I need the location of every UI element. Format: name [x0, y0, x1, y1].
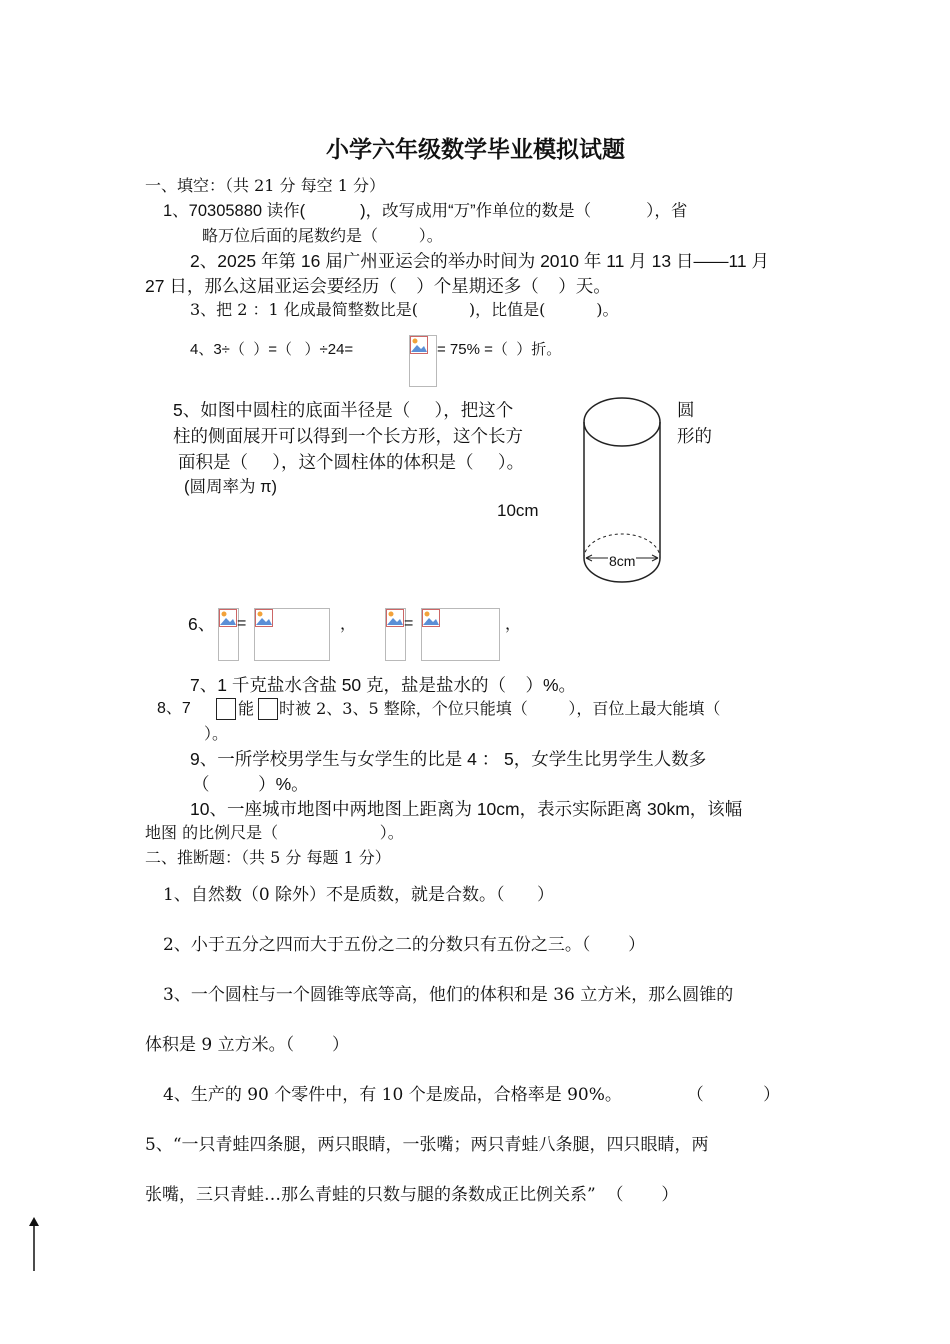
q2-line2: 27 日，那么这届亚运会要经历（ ）个星期还多（ ）天。 — [145, 276, 611, 296]
q9-line2: （ ）%。 — [192, 774, 309, 794]
up-arrow-icon — [27, 1217, 41, 1272]
q6-comma-1: ， — [340, 614, 357, 633]
q4-fraction-image — [409, 335, 437, 387]
q6-equals-1: = — [237, 615, 247, 632]
q8-prefix: 8、7 — [157, 700, 191, 717]
q6-fraction-3 — [385, 608, 406, 661]
q8-digit-box-2 — [258, 698, 278, 720]
q5-right-2: 形的 — [677, 426, 712, 446]
q10-line1: 10、一座城市地图中两地图上距离为 10cm，表示实际距离 30km，该幅 — [190, 799, 743, 819]
cylinder-diameter-label: 8cm — [609, 553, 636, 569]
q7: 7、1 千克盐水含盐 50 克，盐是盐水的（ ）%。 — [190, 675, 577, 695]
s2-q2: 2、小于五分之四而大于五份之二的分数只有五份之三。（ ） — [163, 935, 646, 955]
q1-line1: 1、70305880 读作( )，改写成用“万”作单位的数是（ ），省 — [163, 202, 688, 220]
section-1-heading: 一、填空：（共 21 分 每空 1 分） — [145, 176, 385, 195]
cylinder-height-label: 10cm — [497, 501, 539, 520]
image-placeholder-icon — [386, 609, 404, 627]
q6-fraction-1 — [218, 608, 239, 661]
q8-mid: 能 — [238, 699, 255, 718]
s2-q5-line2: 张嘴，三只青蛙…那么青蛙的只数与腿的条数成正比例关系” （ ） — [145, 1185, 679, 1205]
q4-suffix: = 75% =（ ）折。 — [437, 341, 562, 358]
q10-line2: 地图 的比例尺是（ ）。 — [145, 823, 404, 842]
image-placeholder-icon — [422, 609, 440, 627]
s2-q1: 1、自然数（0 除外）不是质数，就是合数。（ ） — [163, 885, 554, 905]
s2-q3-line1: 3、一个圆柱与一个圆锥等底等高，他们的体积和是 36 立方米，那么圆锥的 — [163, 985, 734, 1005]
image-placeholder-icon — [219, 609, 237, 627]
image-placeholder-icon — [410, 336, 428, 354]
q6-equals-2: = — [404, 615, 414, 632]
q9-line1: 9、一所学校男学生与女学生的比是 4 ： 5，女学生比男学生人数多 — [190, 749, 707, 769]
image-placeholder-icon — [255, 609, 273, 627]
s2-q3-line2: 体积是 9 立方米。（ ） — [145, 1035, 349, 1055]
q4-prefix: 4、3÷（ ）=（ ）÷24= — [190, 341, 354, 358]
q1-line2: 略万位后面的尾数约是（ ）。 — [202, 226, 443, 245]
s2-q4: 4、生产的 90 个零件中，有 10 个是废品，合格率是 90%。 （ ） — [163, 1085, 781, 1105]
q6-fraction-4 — [421, 608, 500, 661]
q5-line3: 面积是（ ），这个圆柱体的体积是（ ）。 — [178, 452, 525, 472]
section-2-heading: 二、推断题：（共 5 分 每题 1 分） — [145, 848, 391, 867]
q5-right-1: 圆 — [677, 400, 695, 420]
q8-line2: ）。 — [204, 724, 229, 743]
page-title: 小学六年级数学毕业模拟试题 — [326, 137, 625, 163]
s2-q5-line1: 5、“一只青蛙四条腿，两只眼睛，一张嘴；两只青蛙八条腿，四只眼睛，两 — [145, 1135, 709, 1155]
q6-prefix: 6、 — [188, 614, 216, 634]
q6-comma-2: ， — [505, 614, 522, 633]
q3: 3、把 2 ：1 化成最简整数比是( )，比值是( )。 — [190, 300, 619, 319]
q8-digit-box-1 — [216, 698, 236, 720]
q5-line2: 柱的侧面展开可以得到一个长方形，这个长方 — [173, 426, 523, 446]
q2-line1: 2、2025 年第 16 届广州亚运会的举办时间为 2010 年 11 月 13 日——11 月 — [190, 251, 769, 271]
q8-rest: 时被 2、3、5 整除，个位只能填（ ），百位上最大能填（ — [279, 699, 721, 718]
q5-line4: (圆周率为 π) — [184, 478, 277, 496]
q6-fraction-2 — [254, 608, 330, 661]
q5-line1: 5、如图中圆柱的底面半径是（ ），把这个 — [173, 400, 514, 420]
